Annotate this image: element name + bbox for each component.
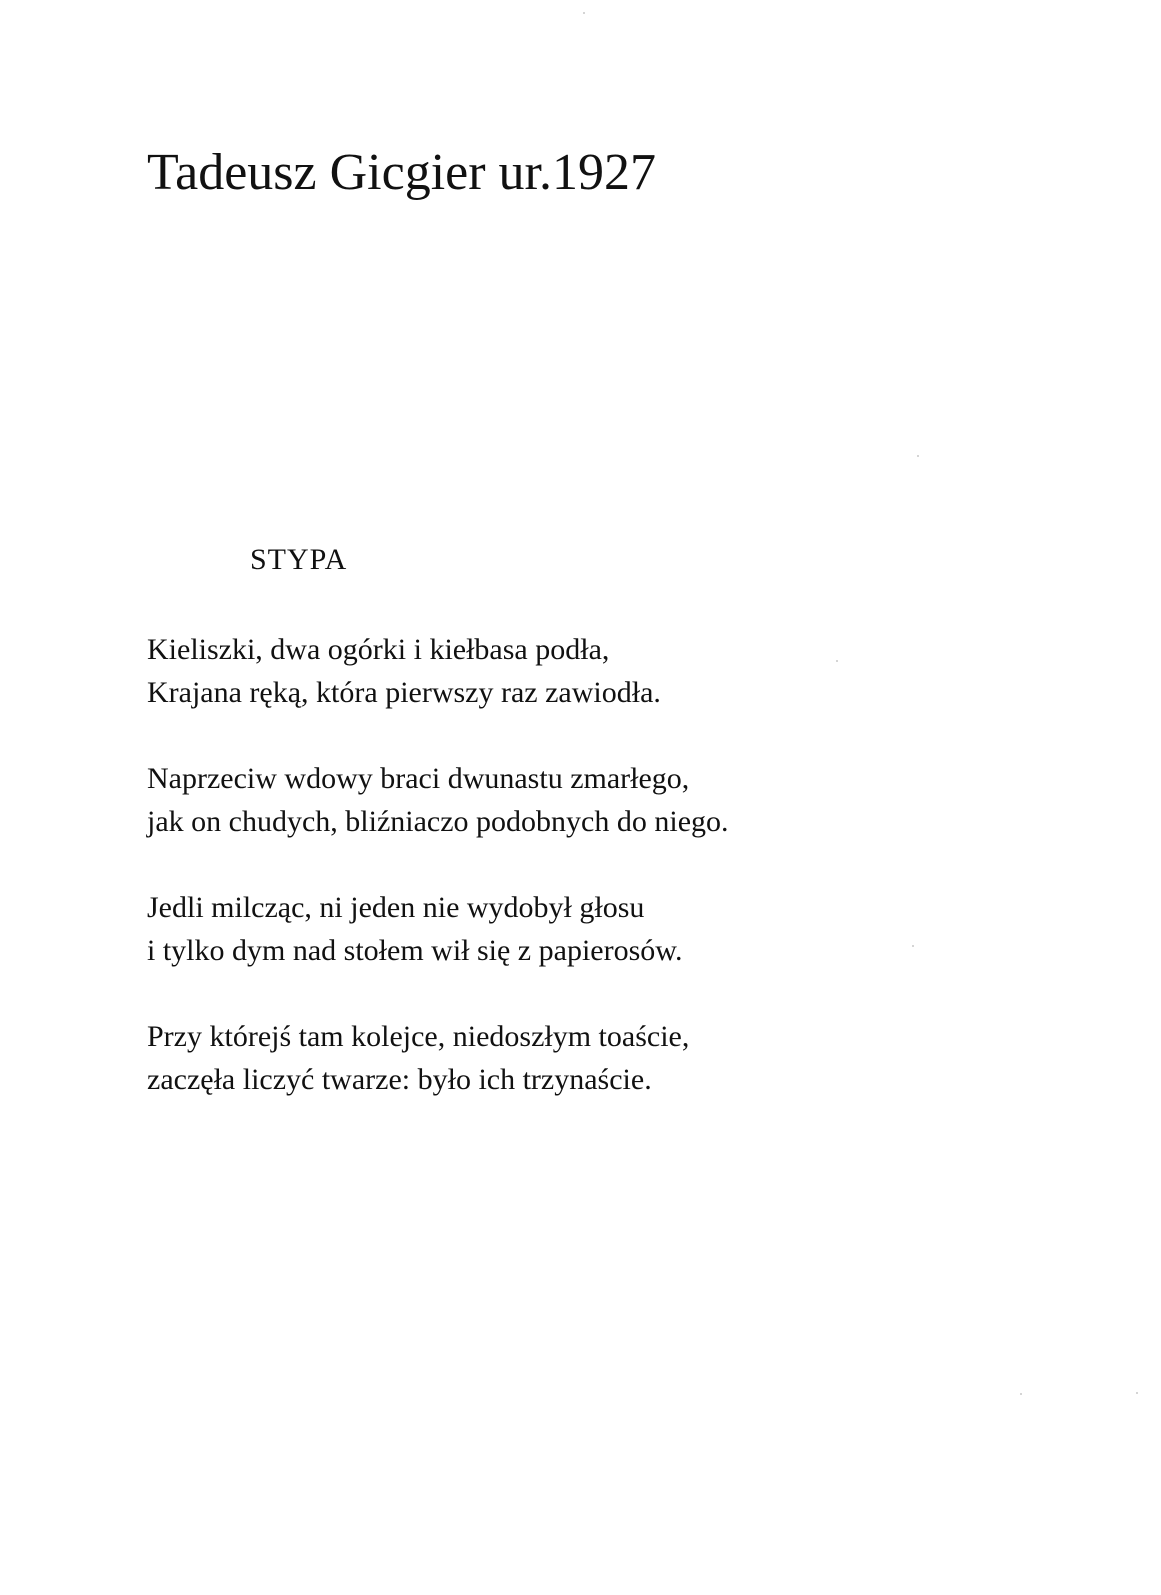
stanza-1 <box>147 628 1007 714</box>
poem-line: Naprzeciw wdowy braci dwunastu zmarłego, <box>147 762 690 795</box>
scan-speck <box>1136 1392 1138 1394</box>
author-heading: Tadeusz Gicgier ur.1927 <box>147 144 656 201</box>
stanza-4 <box>147 1015 1007 1101</box>
poem-line: Przy którejś tam kolejce, niedoszłym toaście, <box>147 1020 690 1053</box>
poem-line: zaczęła liczyć twarze: było ich trzynaście. <box>147 1063 652 1096</box>
poem-line: Jedli milcząc, ni jeden nie wydobył głosu <box>147 891 645 924</box>
poem-line: Krajana ręką, która pierwszy raz zawiodła. <box>147 676 661 709</box>
stanza-3 <box>147 886 1007 972</box>
scan-speck <box>583 12 585 14</box>
scan-speck <box>836 660 838 662</box>
scan-speck <box>917 455 919 457</box>
poem-line: jak on chudych, bliźniaczo podobnych do niego. <box>147 805 729 838</box>
poem-line: Kieliszki, dwa ogórki i kiełbasa podła, <box>147 633 610 666</box>
scan-speck <box>912 945 914 947</box>
scan-speck <box>1020 1393 1022 1395</box>
poem-body <box>147 628 1007 1144</box>
poem-title: STYPA <box>250 543 348 576</box>
poem-line: i tylko dym nad stołem wił się z papierosów. <box>147 934 683 967</box>
stanza-2 <box>147 757 1007 843</box>
